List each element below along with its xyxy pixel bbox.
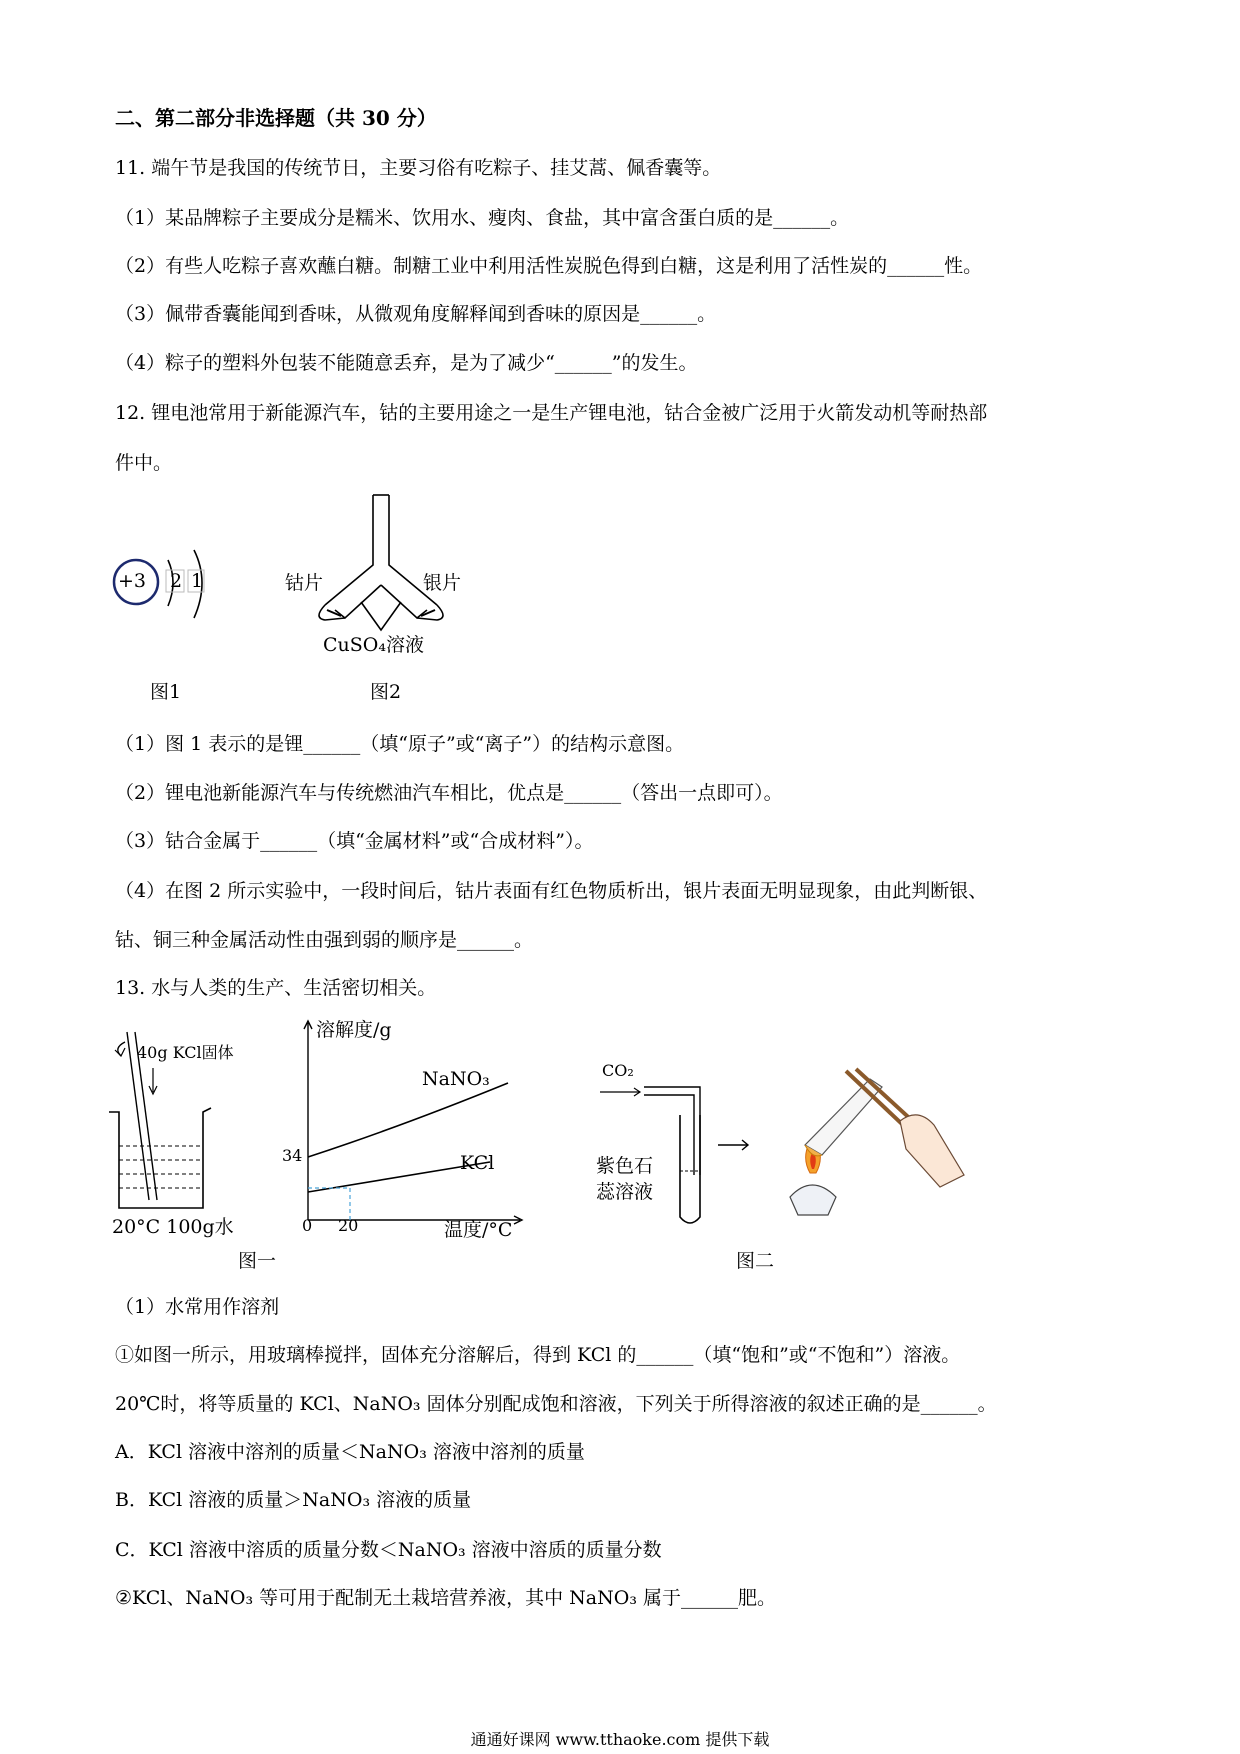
page-footer: 通通好课网 www.tthaoke.com 提供下载 xyxy=(470,1730,770,1749)
solubility-chart-svg xyxy=(270,1015,540,1245)
heated-test-tube xyxy=(805,1079,882,1155)
q12-part3: （3）钴合金属于______（填“金属材料”或“合成材料”）。 xyxy=(115,830,594,852)
co2-experiment-diagram xyxy=(600,1065,980,1245)
water-label: 20°C 100g水 xyxy=(112,1216,234,1238)
q13-stem: 13. 水与人类的生产、生活密切相关。 xyxy=(115,977,437,999)
series-label-nano3: NaNO₃ xyxy=(422,1068,490,1090)
nano3-curve xyxy=(308,1083,508,1157)
q13-option-b: B．KCl 溶液的质量＞NaNO₃ 溶液的质量 xyxy=(115,1489,472,1511)
q13-part1a: ①如图一所示，用玻璃棒搅拌，固体充分溶解后，得到 KCl 的______（填“饱和”或“不饱和”）溶液。 xyxy=(115,1344,961,1366)
chart-ylabel: 溶解度/g xyxy=(316,1019,392,1041)
co2-label: CO₂ xyxy=(602,1061,634,1080)
series-label-kcl: KCl xyxy=(460,1152,495,1174)
shell2-electrons: 1 xyxy=(191,570,204,592)
figure-1-caption: 图1 xyxy=(150,681,182,703)
q12-part2: （2）锂电池新能源汽车与传统燃油汽车相比，优点是______（答出一点即可）。 xyxy=(115,782,783,804)
q13-part1b: 20℃时，将等质量的 KCl、NaNO₃ 固体分别配成饱和溶液，下列关于所得溶液的叙述正确的是______。 xyxy=(115,1393,997,1415)
q12-part1: （1）图 1 表示的是锂______（填“原子”或“离子”）的结构示意图。 xyxy=(115,733,685,755)
beaker-outline xyxy=(109,1108,211,1208)
q12-stem-line1: 12. 锂电池常用于新能源汽车，钴的主要用途之一是生产锂电池，钴合金被广泛用于火箭发动机等耐热部 xyxy=(115,402,988,424)
figure-b-co2-experiment xyxy=(596,1061,980,1245)
x-tick-0: 0 xyxy=(302,1216,313,1235)
figure-2-caption: 图2 xyxy=(370,681,402,703)
q13-part1: （1）水常用作溶剂 xyxy=(115,1296,280,1318)
hand xyxy=(900,1115,964,1187)
q13-part2: ②KCl、NaNO₃ 等可用于配制无土栽培营养液，其中 NaNO₃ 属于______肥。 xyxy=(115,1587,776,1609)
nucleus-charge: +3 xyxy=(118,570,147,592)
q11-part2: （2）有些人吃粽子喜欢蘸白糖。制糖工业中利用活性炭脱色得到白糖，这是利用了活性炭的______性。 xyxy=(115,255,983,277)
cobalt-label: 钴片 xyxy=(285,572,324,594)
figure-b-caption: 图二 xyxy=(736,1250,775,1272)
section-heading: 二、第二部分非选择题（共 30 分） xyxy=(115,106,437,130)
kcl-solid-label: 40g KCl固体 xyxy=(137,1043,234,1062)
solubility-chart xyxy=(270,1015,540,1245)
q13-option-a: A．KCl 溶液中溶剂的质量＜NaNO₃ 溶液中溶剂的质量 xyxy=(115,1441,585,1463)
test-tube xyxy=(680,1115,700,1223)
figure-a-caption: 图一 xyxy=(238,1250,277,1272)
x-tick-20: 20 xyxy=(338,1216,359,1235)
q13-option-c: C．KCl 溶液中溶质的质量分数＜NaNO₃ 溶液中溶质的质量分数 xyxy=(115,1539,662,1561)
q11-stem: 11. 端午节是我国的传统节日，主要习俗有吃粽子、挂艾蒿、佩香囊等。 xyxy=(115,157,722,179)
figure-1-atom-structure xyxy=(110,530,230,640)
q12-part4-line2: 钴、铜三种金属活动性由强到弱的顺序是______。 xyxy=(115,929,534,951)
silver-label: 银片 xyxy=(423,572,462,594)
q11-part3: （3）佩带香囊能闻到香味，从微观角度解释闻到香味的原因是______。 xyxy=(115,303,717,325)
alcohol-lamp xyxy=(790,1185,836,1215)
shell1-electrons: 2 xyxy=(170,570,183,592)
chart-xlabel: 温度/°C xyxy=(444,1219,513,1241)
litmus-label-line1: 紫色石 xyxy=(596,1155,654,1177)
y-tick-34: 34 xyxy=(282,1146,303,1165)
q11-part4: （4）粽子的塑料外包装不能随意丢弃，是为了减少“______”的发生。 xyxy=(115,352,698,374)
litmus-label-line2: 蕊溶液 xyxy=(596,1181,654,1203)
figure-2-y-tube xyxy=(285,490,485,670)
cuso4-solution-label: CuSO₄溶液 xyxy=(323,634,424,656)
q12-part4-line1: （4）在图 2 所示实验中，一段时间后，钴片表面有红色物质析出，银片表面无明显现象，由此判断银、 xyxy=(115,880,988,902)
q11-part1: （1）某品牌粽子主要成分是糯米、饮用水、瘦肉、食盐，其中富含蛋白质的是______。 xyxy=(115,207,850,229)
figure-a-beaker xyxy=(105,1020,265,1230)
q12-stem-line2: 件中。 xyxy=(115,452,173,474)
